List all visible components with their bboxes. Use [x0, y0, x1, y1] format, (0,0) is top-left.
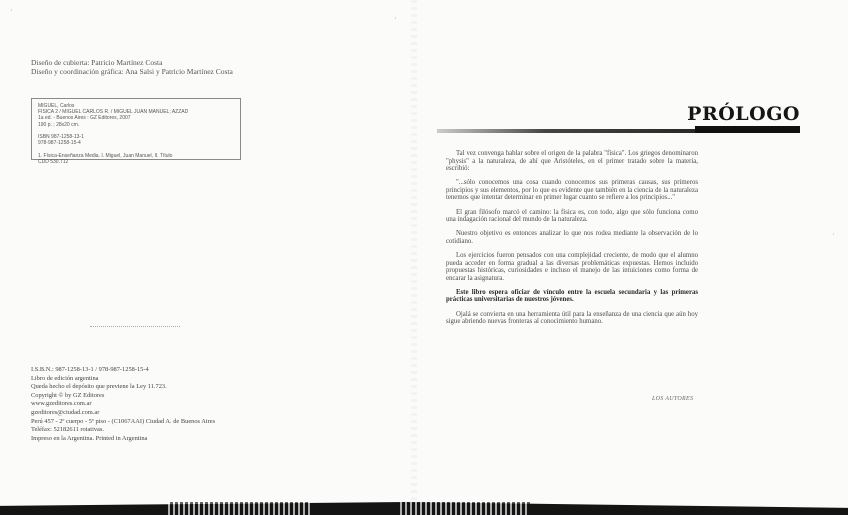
catalog-line: 1. Física-Enseñanza Media. I. Miguel, Juan Manuel, II. Título [38, 152, 173, 159]
imprint-block [31, 366, 215, 443]
paragraph: Tal vez convenga hablar sobre el origen de la palabra "física". Los griegos denominaron "physis" a la naturaleza, de ahí que Aristóteles, en el primer tratado sobre la materia, escribió: [446, 150, 698, 173]
address-line: Perú 457 - 2º cuerpo - 5º piso - (C1067AAI) Ciudad A. de Buenos Aires [31, 417, 216, 425]
scan-speck: · [832, 230, 835, 239]
page-title: PRÓLOGO [687, 103, 800, 125]
printed-line: Impreso en la Argentina. Printed in Argentina [31, 434, 148, 442]
paragraph-emphasis: Este libro espera oficiar de vínculo entre la escuela secundaria y las primeras prácticas universitarias de nuestros jóvenes. [446, 288, 698, 304]
catalog-line: 978-987-1258-15-4 [38, 140, 81, 147]
catalog-line: MIGUEL, Carlos [38, 103, 75, 109]
email-line: gzeditores@ciudad.com.ar [31, 408, 100, 416]
scan-noise [168, 502, 310, 515]
left-page [0, 0, 414, 515]
authors-signature: LOS AUTORES [652, 396, 694, 402]
website-line: www.gzeditores.com.ar [31, 400, 92, 408]
graphic-design-credit: Diseño y coordinación gráfica: Ana Salsi y Patricio Martínez Costa [31, 67, 233, 76]
paragraph: Ojalá se convierta en una herramienta útil para la enseñanza de una ciencia que aún hoy sigue abriendo nuevas fronteras al conocimiento humano. [446, 310, 698, 326]
cover-design-credit: Diseño de cubierta: Patricio Martínez Costa [31, 58, 163, 67]
catalog-line: 1a ed. - Buenos Aires : GZ Editores, 2007 [38, 115, 131, 122]
catalog-line: ISBN 987-1258-13-1 [38, 134, 84, 141]
edition-line: Libro de edición argentina [31, 374, 99, 382]
credits-block [31, 58, 233, 76]
scan-noise [400, 502, 530, 515]
legal-deposit-line: Queda hecho el depósito que previene la Ley 11.723. [31, 383, 167, 391]
catalog-line: FISICA 2 / MIGUEL CARLOS R. / MIGUEL JUAN MANUEL; AZZAD [38, 109, 189, 116]
catalog-record-box [31, 98, 241, 165]
divider [90, 326, 180, 328]
paragraph: Los ejercicios fueron pensados con una complejidad creciente, de modo que el alumno pueda acceder en forma gradual a las diversas problemáticas expuestas. Hemos incluido propuestas históricas, curiosidades e incluso el manejo de las intuiciones como forma de encarar la asignatura. [446, 251, 698, 282]
paragraph: Nuestro objetivo es entonces analizar lo que nos rodea mediante la observación de lo cotidiano. [446, 230, 698, 245]
paragraph: El gran filósofo marcó el camino: la física es, con todo, algo que sólo funciona como una indagación racional del mundo de la naturaleza. [446, 208, 698, 224]
title-rule-accent [695, 126, 800, 133]
prologue-body [446, 150, 698, 332]
copyright-line: Copyright © by GZ Editores [31, 391, 105, 399]
catalog-line: CDD 530.712 [38, 158, 69, 165]
scan-speck: · [394, 14, 397, 23]
phone-line: Teléfax: 52182611 rotativas. [31, 426, 104, 434]
paragraph: "...sólo conocemos una cosa cuando conocemos sus primeras causas, sus primeros principios y sus elementos, por lo que es evidente que también en la ciencia de la naturaleza tenemos que intentar determinar en primer lugar cuanto se refiere a los principios..." [446, 179, 698, 202]
scan-speck: · [10, 6, 13, 15]
isbn-line: I.S.B.N.: 987-1258-13-1 / 978-987-1258-15-4 [31, 366, 149, 373]
catalog-line: 190 p. ; 28x20 cm. [38, 121, 80, 128]
